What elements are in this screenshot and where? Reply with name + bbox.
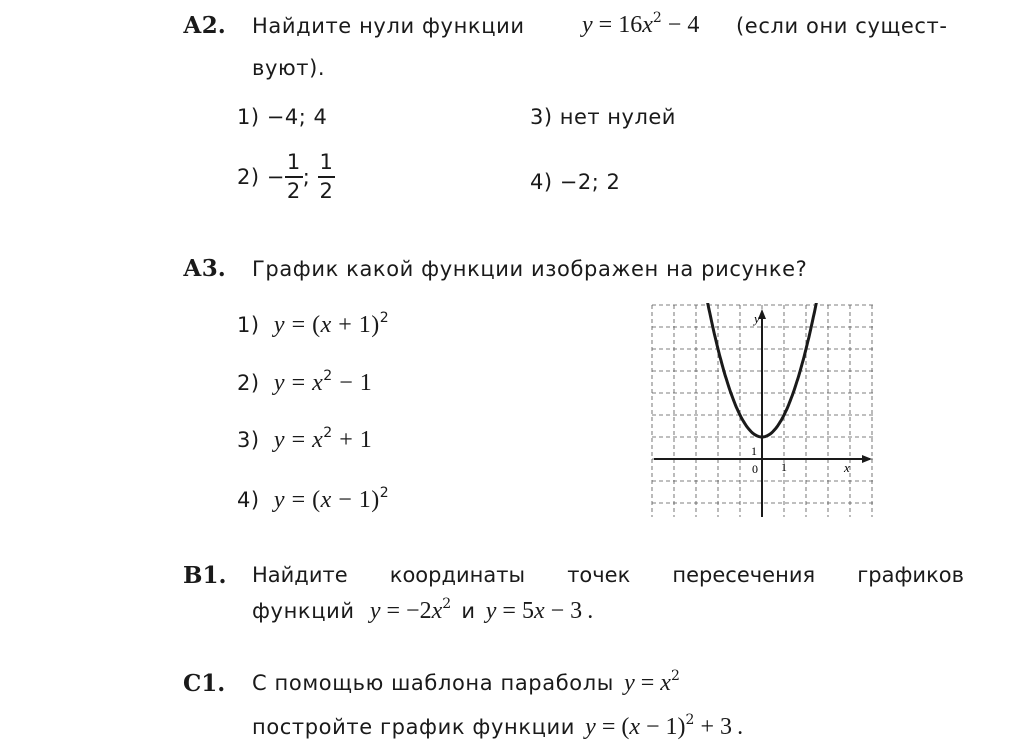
task-a3-option-3: 3) $y = x^2 + 1$: [237, 425, 373, 453]
parabola-graph: [650, 303, 880, 519]
task-c1-line2: постройте график функции $y = (x - 1)^2 + 3$ .: [252, 712, 744, 740]
x-axis-arrow: [862, 455, 872, 463]
task-a2-prompt-end: (если они сущест-: [736, 14, 948, 38]
task-a3-option-4: 4) $y = (x - 1)^2$: [237, 485, 390, 513]
fraction: $\frac{1}{2}$: [286, 150, 301, 203]
y-tick-label: 1: [751, 444, 757, 458]
y-axis-label: y: [754, 311, 760, 326]
task-a3-option-2: 2) $y = x^2 - 1$: [237, 368, 373, 396]
fraction: $\frac{1}{2}$: [319, 150, 334, 203]
x-axis-label: x: [844, 460, 850, 475]
task-b1-line2: функций $y = -2x^2$ и y = 5x − 3 .: [252, 596, 594, 624]
task-a2-prompt-start: Найдите нули функции: [252, 14, 525, 38]
task-a2-prompt-line2: вуют).: [252, 56, 326, 80]
origin-label: 0: [752, 462, 758, 476]
task-a3-label: А3.: [183, 255, 226, 282]
task-a2-option-2: 2) − $\frac{1}{2}$ ; $\frac{1}{2}$: [237, 150, 334, 203]
task-a2-formula: $y = 16x^2 - 4$: [582, 10, 700, 38]
task-a2-option-3: 3) нет нулей: [530, 105, 676, 129]
task-a2-option-4: 4) −2; 2: [530, 170, 621, 194]
task-a3-option-1: 1) $y = (x + 1)^2$: [237, 310, 390, 338]
task-b1-label: В1.: [183, 562, 227, 589]
task-a2-option-1: 1) −4; 4: [237, 105, 328, 129]
task-a3-prompt: График какой функции изображен на рисунке?: [252, 257, 808, 281]
task-c1-label: С1.: [183, 670, 226, 697]
task-a2-label: А2.: [183, 12, 226, 39]
x-tick-label: 1: [781, 460, 787, 474]
task-c1-line1: С помощью шаблона параболы $y = x^2$: [252, 668, 680, 696]
task-b1-line1: Найдите координаты точек пересечения графиков: [252, 563, 964, 587]
graph-grid: [652, 305, 876, 517]
